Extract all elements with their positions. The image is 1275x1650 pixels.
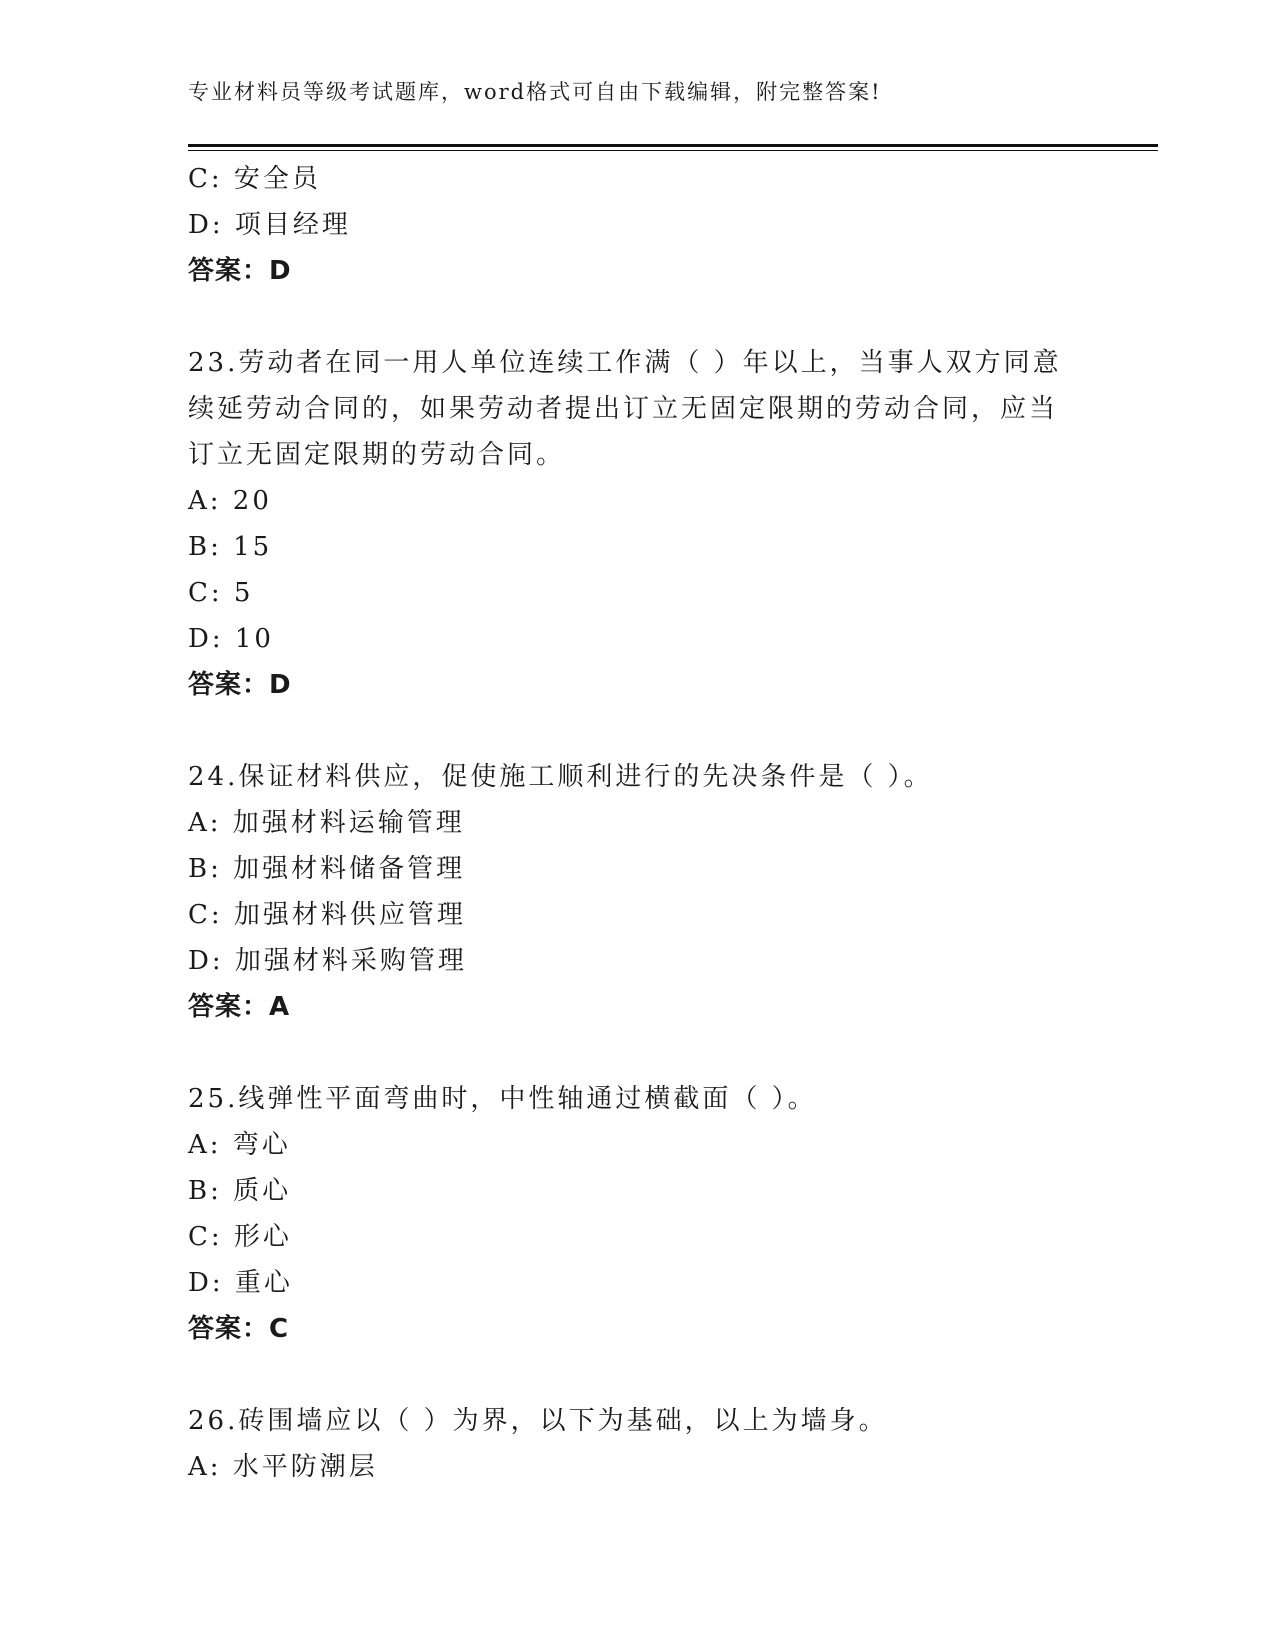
stem-line: 24.保证材料供应，促使施工顺利进行的先决条件是（ ）。 <box>188 762 933 792</box>
answer-line: 答案：D <box>188 256 292 286</box>
option-c: C: 5 <box>188 578 254 608</box>
question-25 <box>188 1076 1068 1352</box>
stem-line: 订立无固定限期的劳动合同。 <box>188 440 566 470</box>
option-b: B: 加强材料储备管理 <box>188 854 466 884</box>
question-stem <box>188 754 1068 800</box>
answer-line: 答案：C <box>188 1314 290 1344</box>
stem-line: 23.劳动者在同一用人单位连续工作满（ ）年以上，当事人双方同意 <box>188 348 1062 378</box>
page-header: 专业材料员等级考试题库，word格式可自由下载编辑，附完整答案! <box>188 80 882 104</box>
answer-line: 答案：A <box>188 992 291 1022</box>
question-26 <box>188 1398 1068 1490</box>
option-a: A: 20 <box>188 486 272 516</box>
question-stem <box>188 340 1068 478</box>
header-divider <box>188 144 1158 147</box>
question-24 <box>188 754 1068 1030</box>
option-d: D: 加强材料采购管理 <box>188 946 467 976</box>
option-d: D: 10 <box>188 624 274 654</box>
question-23 <box>188 340 1068 708</box>
option-c: C: 安全员 <box>188 164 321 194</box>
option-b: B: 质心 <box>188 1176 292 1206</box>
question-stem <box>188 1076 1068 1122</box>
option-c: C: 加强材料供应管理 <box>188 900 466 930</box>
option-a: A: 水平防潮层 <box>188 1452 378 1482</box>
option-d: D: 重心 <box>188 1268 293 1298</box>
question-list <box>188 156 1068 1490</box>
option-c: C: 形心 <box>188 1222 292 1252</box>
question-stem <box>188 1398 1068 1444</box>
answer-line: 答案：D <box>188 670 292 700</box>
header-divider-thin <box>188 150 1158 151</box>
question-fragment <box>188 156 1068 294</box>
stem-line: 26.砖围墙应以（ ）为界，以下为基础，以上为墙身。 <box>188 1406 888 1436</box>
stem-line: 续延劳动合同的，如果劳动者提出订立无固定限期的劳动合同，应当 <box>188 394 1059 424</box>
option-a: A: 加强材料运输管理 <box>188 808 465 838</box>
option-b: B: 15 <box>188 532 273 562</box>
stem-line: 25.线弹性平面弯曲时，中性轴通过横截面（ ）。 <box>188 1084 817 1114</box>
option-a: A: 弯心 <box>188 1130 291 1160</box>
option-d: D: 项目经理 <box>188 210 351 240</box>
